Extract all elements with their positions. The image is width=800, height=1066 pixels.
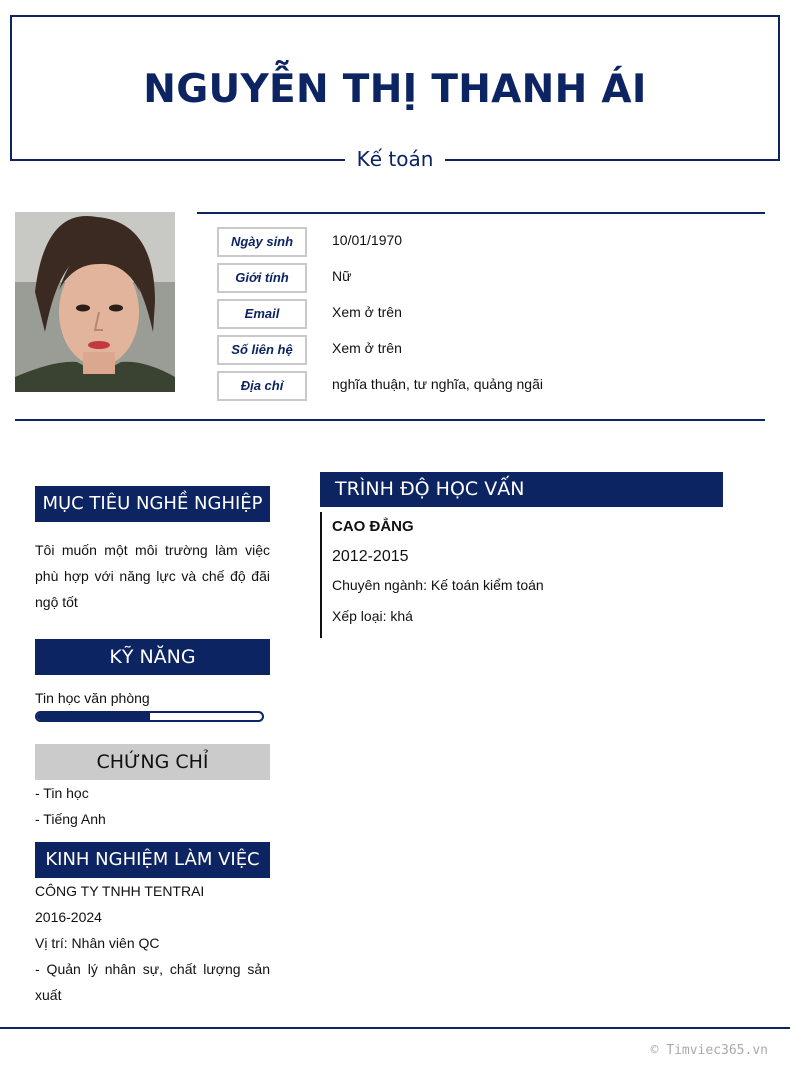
- education-timeline-line: [320, 512, 322, 638]
- education-rank: Xếp loại: khá: [332, 608, 413, 624]
- info-label: Ngày sinh: [217, 227, 307, 257]
- info-value: Xem ở trên: [332, 340, 402, 356]
- experience-position: Vị trí: Nhân viên QC: [35, 935, 160, 951]
- info-value: 10/01/1970: [332, 232, 403, 248]
- objective-text: Tôi muốn một môi trường làm việc phù hợp với năng lực và chế độ đãi ngộ tốt: [35, 542, 270, 610]
- certificates-heading: CHỨNG CHỈ: [35, 744, 270, 780]
- footer-divider: [0, 1027, 790, 1029]
- info-bottom-divider: [15, 419, 765, 421]
- info-label: Địa chỉ: [217, 371, 307, 401]
- skill-level-fill: [37, 713, 150, 720]
- education-school: CAO ĐẲNG: [332, 518, 414, 535]
- objective-heading: MỤC TIÊU NGHỀ NGHIỆP: [35, 486, 270, 522]
- info-value: Xem ở trên: [332, 304, 402, 320]
- skill-level-bar: [35, 711, 264, 722]
- avatar-photo: [15, 212, 175, 392]
- info-value: Nữ: [332, 268, 352, 284]
- experience-company: CÔNG TY TNHH TENTRAI: [35, 883, 205, 899]
- education-heading: TRÌNH ĐỘ HỌC VẤN: [320, 472, 723, 507]
- education-major: Chuyên ngành: Kế toán kiểm toán: [332, 577, 544, 593]
- name-header-box: [10, 15, 780, 161]
- certificate-item: - Tin học: [35, 785, 89, 801]
- education-years: 2012-2015: [332, 548, 409, 565]
- certificate-item: - Tiếng Anh: [35, 811, 106, 827]
- info-top-divider: [197, 212, 765, 214]
- avatar: [15, 212, 175, 392]
- footer-watermark[interactable]: © Timviec365.vn: [650, 1043, 768, 1058]
- info-label: Email: [217, 299, 307, 329]
- skill-name: Tin học văn phòng: [35, 690, 150, 706]
- info-label: Số liên hệ: [217, 335, 307, 365]
- experience-description: - Quản lý nhân sự, chất lượng sản xuất: [35, 961, 270, 1003]
- info-label: Giới tính: [217, 263, 307, 293]
- info-value: nghĩa thuận, tư nghĩa, quảng ngãi: [332, 376, 543, 392]
- experience-heading: KINH NGHIỆM LÀM VIỆC: [35, 842, 270, 878]
- job-title: Kế toán: [345, 145, 445, 173]
- experience-years: 2016-2024: [35, 909, 102, 925]
- skills-heading: KỸ NĂNG: [35, 639, 270, 675]
- candidate-name: NGUYỄN THỊ THANH ÁI: [143, 67, 647, 112]
